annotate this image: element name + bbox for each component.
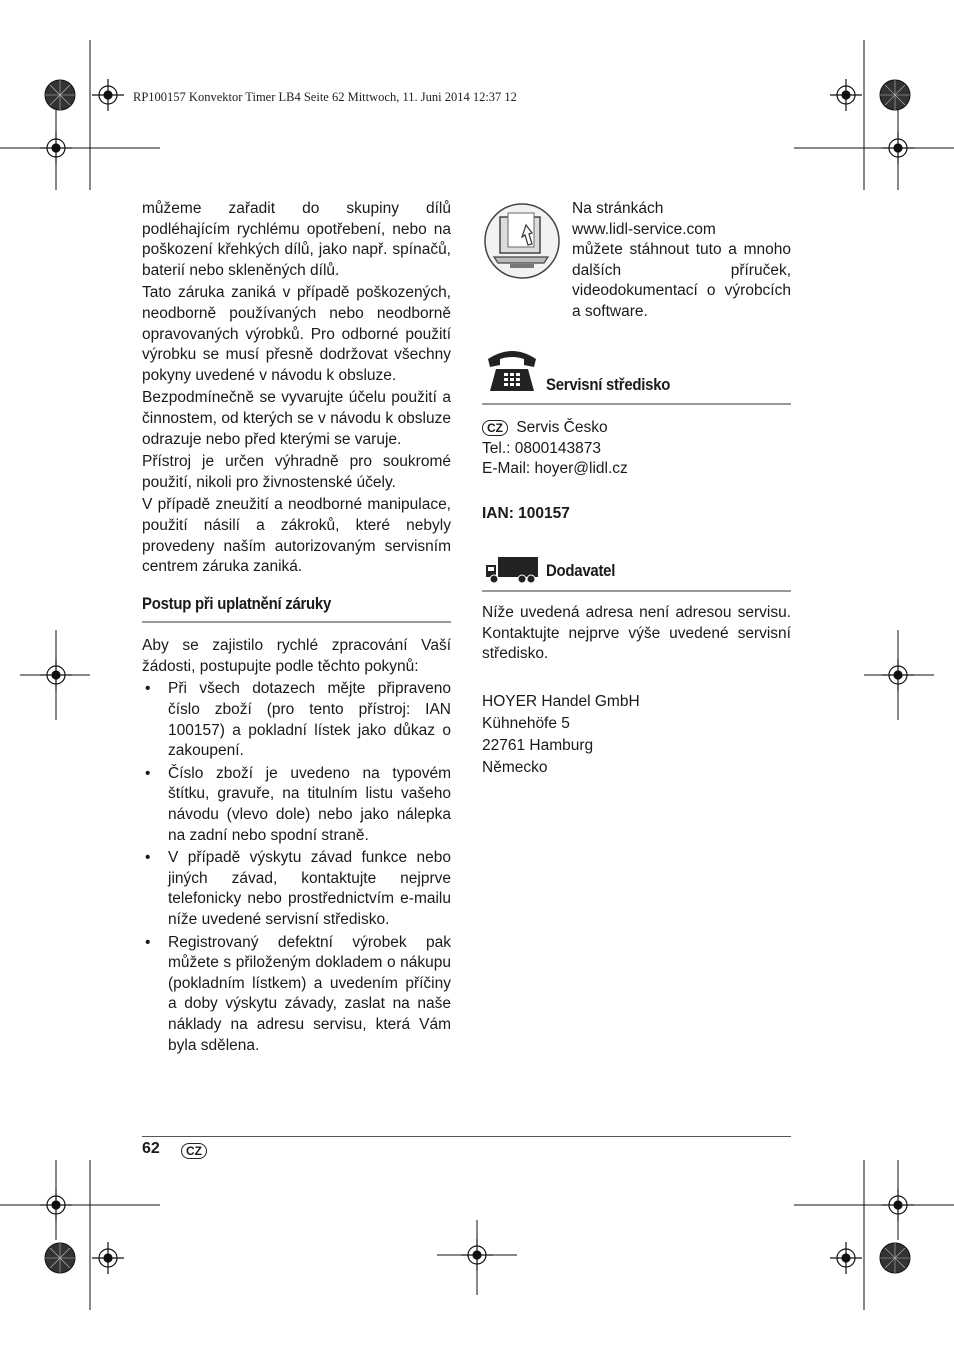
paragraph: Přístroj je určen výhradně pro soukromé použití, nikoli pro živnostenské účely. xyxy=(142,453,451,491)
truck-icon xyxy=(484,555,540,585)
section-title-supplier: Dodavatel xyxy=(546,561,616,580)
supplier-info xyxy=(482,603,791,779)
website-description: můžete stáhnout tuto a mnoho dalších příruček, videodokumentací o výrobcích a software. xyxy=(572,241,791,320)
service-name-row xyxy=(482,418,791,439)
paragraph: Bezpodmínečně se vyvarujte účelu použití a činnostem, od kterých se v návodu k obsluze odrazuje nebo před kterými se varuje. xyxy=(142,389,451,448)
printer-slug-line: RP100157 Konvektor Timer LB4 Seite 62 Mittwoch, 11. Juni 2014 12:37 12 xyxy=(133,90,517,104)
ian-number: IAN: 100157 xyxy=(482,505,570,522)
address-line: 22761 Hamburg xyxy=(482,736,594,754)
website-info xyxy=(572,199,791,325)
country-badge-cz: CZ xyxy=(482,420,508,436)
footer-country-badge: CZ xyxy=(181,1143,207,1159)
list-item: • V případě výskytu závad funkce nebo jiných závad, kontaktujte nejprve telefonicky nebo prostřednictvím e-mailu níže uvedené servisní středisko. xyxy=(142,848,451,930)
left-column xyxy=(142,199,451,1058)
lidl-service-laptop-icon xyxy=(482,201,562,281)
supplier-address xyxy=(482,691,791,779)
footer-rule xyxy=(142,1136,791,1137)
service-contact xyxy=(482,418,791,480)
website-intro: Na stránkách xyxy=(572,200,664,217)
paragraph: Tato záruka zaniká v případě poškozených, neodborně používaných nebo neodborně opravovaných výrobků. Pro odborné použití výrobku se musí přesně dodržovat všechny pokyny uvedené v návodu k obsluze. xyxy=(142,284,451,384)
section-title-warranty-procedure: Postup při uplatnění záruky xyxy=(142,593,332,613)
list-item: • Registrovaný defektní výrobek pak můžete s přiloženým dokladem o nákupu (pokladním lístkem) a uvedením příčiny a doby výskytu závady, zaslat na naše náklady na adresu servisu, která Vám byla sdělena. xyxy=(142,933,451,1057)
address-line: Německo xyxy=(482,758,548,776)
intro-paragraph: Aby se zajistilo rychlé zpracování Vaší žádosti, postupujte podle těchto pokynů: xyxy=(142,637,451,675)
section-title-service-center: Servisní středisko xyxy=(546,375,671,394)
paragraph: V případě zneužití a neodborné manipulace, použití násilí a zákroků, které nebyly provedeny naším autorizovaným servisním centrem záruka zaniká. xyxy=(142,496,451,576)
service-name: Servis Česko xyxy=(516,419,608,436)
list-item: • Při všech dotazech mějte připraveno číslo zboží (pro tento přístroj: IAN 100157) a pokladní lístek jako důkaz o zakoupení. xyxy=(142,679,451,761)
supplier-note: Níže uvedená adresa není adresou servisu. Kontaktujte nejprve výše uvedené servisní středisko. xyxy=(482,604,791,663)
address-line: Kühnehöfe 5 xyxy=(482,714,570,732)
page-number: 62 xyxy=(142,1140,160,1157)
section-rule xyxy=(482,590,791,592)
list-item: • Číslo zboží je uvedeno na typovém štítku, gravuře, na titulním listu vašeho návodu (vlevo dole) nebo jako nálepka na zadní nebo spodní straně. xyxy=(142,764,451,846)
address-line: HOYER Handel GmbH xyxy=(482,692,640,710)
service-email[interactable]: E-Mail: hoyer@lidl.cz xyxy=(482,460,628,478)
section-rule xyxy=(482,403,791,405)
paragraph: můžeme zařadit do skupiny dílů podléhajícím rychlému opotřebení, nebo na poškození křehkých dílů, jako např. spínačů, baterií nebo skleněných dílů. xyxy=(142,200,451,279)
procedure-list xyxy=(142,679,451,1056)
service-phone: Tel.: 0800143873 xyxy=(482,439,601,457)
website-url-link[interactable]: www.lidl-service.com xyxy=(572,220,716,238)
telephone-icon xyxy=(484,347,540,393)
